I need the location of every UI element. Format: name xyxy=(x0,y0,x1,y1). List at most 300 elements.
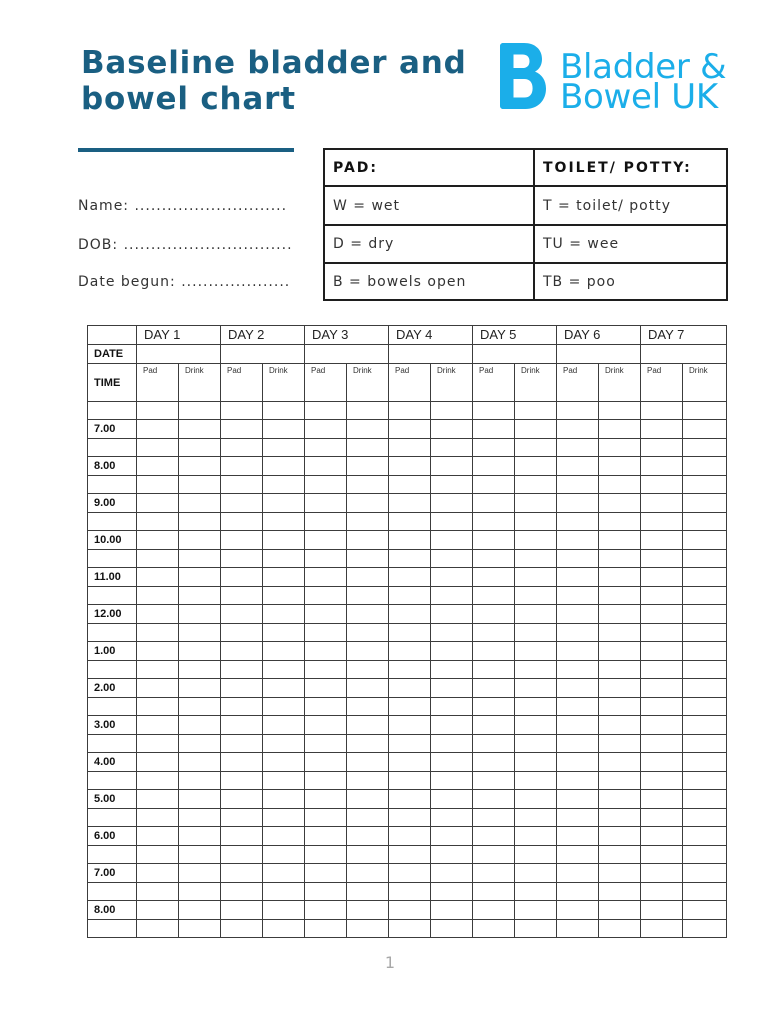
drink-entry-cell xyxy=(179,624,221,642)
drink-entry-cell xyxy=(263,790,305,809)
key-pad-bowels-open: B = bowels open xyxy=(325,264,535,301)
pad-entry-cell xyxy=(305,679,347,698)
drink-entry-cell xyxy=(263,809,305,827)
pad-entry-cell xyxy=(137,402,179,420)
drink-entry-cell xyxy=(515,846,557,864)
drink-entry-cell xyxy=(263,494,305,513)
pad-entry-cell xyxy=(473,772,515,790)
pad-entry-cell xyxy=(389,901,431,920)
drink-subheader-day-4: Drink xyxy=(431,364,473,402)
pad-entry-cell xyxy=(389,716,431,735)
pad-entry-cell xyxy=(221,439,263,457)
drink-entry-cell xyxy=(683,716,727,735)
time-slot-label: 1.00 xyxy=(88,642,137,661)
drink-entry-cell xyxy=(263,772,305,790)
drink-entry-cell xyxy=(599,457,641,476)
drink-entry-cell xyxy=(515,679,557,698)
pad-entry-cell xyxy=(137,735,179,753)
date-entry-day-4 xyxy=(389,345,473,364)
pad-entry-cell xyxy=(137,661,179,679)
pad-entry-cell xyxy=(137,846,179,864)
pad-entry-cell xyxy=(641,642,683,661)
pad-entry-cell xyxy=(641,587,683,605)
drink-entry-cell xyxy=(599,679,641,698)
drink-entry-cell xyxy=(179,642,221,661)
pad-entry-cell xyxy=(557,827,599,846)
drink-entry-cell xyxy=(599,772,641,790)
drink-entry-cell xyxy=(431,772,473,790)
key-toilet-poo: TB = poo xyxy=(535,264,728,301)
pad-entry-cell xyxy=(305,476,347,494)
drink-entry-cell xyxy=(599,587,641,605)
pad-entry-cell xyxy=(641,790,683,809)
pad-entry-cell xyxy=(137,550,179,568)
drink-entry-cell xyxy=(683,809,727,827)
pad-entry-cell xyxy=(641,568,683,587)
drink-entry-cell xyxy=(683,457,727,476)
key-toilet-potty: T = toilet/ potty xyxy=(535,187,728,226)
pad-entry-cell xyxy=(641,513,683,531)
pad-entry-cell xyxy=(473,679,515,698)
pad-entry-cell xyxy=(389,920,431,938)
pad-entry-cell xyxy=(389,624,431,642)
drink-entry-cell xyxy=(431,698,473,716)
pad-entry-cell xyxy=(473,846,515,864)
drink-entry-cell xyxy=(599,402,641,420)
drink-entry-cell xyxy=(347,809,389,827)
pad-entry-cell xyxy=(137,605,179,624)
drink-entry-cell xyxy=(683,864,727,883)
drink-entry-cell xyxy=(347,920,389,938)
pad-subheader-day-7: Pad xyxy=(641,364,683,402)
pad-entry-cell xyxy=(221,587,263,605)
drink-entry-cell xyxy=(179,513,221,531)
day-header-3: DAY 3 xyxy=(305,326,389,345)
pad-entry-cell xyxy=(137,420,179,439)
drink-entry-cell xyxy=(179,402,221,420)
pad-entry-cell xyxy=(473,735,515,753)
pad-entry-cell xyxy=(473,420,515,439)
drink-entry-cell xyxy=(683,605,727,624)
pad-entry-cell xyxy=(137,568,179,587)
pad-entry-cell xyxy=(473,827,515,846)
drink-entry-cell xyxy=(683,920,727,938)
drink-entry-cell xyxy=(683,494,727,513)
logo-text-line-1: Bladder & xyxy=(560,47,727,87)
drink-entry-cell xyxy=(347,476,389,494)
drink-entry-cell xyxy=(431,513,473,531)
time-slot-label: 3.00 xyxy=(88,716,137,735)
drink-entry-cell xyxy=(599,661,641,679)
pad-entry-cell xyxy=(305,735,347,753)
pad-subheader-day-3: Pad xyxy=(305,364,347,402)
drink-entry-cell xyxy=(263,513,305,531)
time-slot-label: 12.00 xyxy=(88,605,137,624)
pad-entry-cell xyxy=(389,698,431,716)
pad-entry-cell xyxy=(221,661,263,679)
drink-entry-cell xyxy=(599,550,641,568)
drink-entry-cell xyxy=(347,624,389,642)
drink-entry-cell xyxy=(263,679,305,698)
time-slot-label: 11.00 xyxy=(88,568,137,587)
drink-entry-cell xyxy=(179,476,221,494)
drink-entry-cell xyxy=(599,716,641,735)
day-header-2: DAY 2 xyxy=(221,326,305,345)
drink-entry-cell xyxy=(347,420,389,439)
drink-entry-cell xyxy=(347,568,389,587)
pad-entry-cell xyxy=(221,513,263,531)
drink-entry-cell xyxy=(347,790,389,809)
pad-entry-cell xyxy=(305,587,347,605)
date-entry-day-3 xyxy=(305,345,389,364)
pad-entry-cell xyxy=(389,735,431,753)
pad-entry-cell xyxy=(389,864,431,883)
pad-entry-cell xyxy=(305,883,347,901)
time-slot-label: 2.00 xyxy=(88,679,137,698)
drink-entry-cell xyxy=(515,402,557,420)
drink-entry-cell xyxy=(515,587,557,605)
drink-entry-cell xyxy=(683,420,727,439)
pad-entry-cell xyxy=(221,476,263,494)
pad-entry-cell xyxy=(221,642,263,661)
drink-entry-cell xyxy=(179,531,221,550)
drink-entry-cell xyxy=(263,568,305,587)
time-slot-spacer xyxy=(88,735,137,753)
drink-entry-cell xyxy=(683,513,727,531)
drink-entry-cell xyxy=(515,883,557,901)
pad-entry-cell xyxy=(389,827,431,846)
time-slot-label: 7.00 xyxy=(88,420,137,439)
date-entry-day-1 xyxy=(137,345,221,364)
pad-entry-cell xyxy=(389,457,431,476)
drink-entry-cell xyxy=(683,883,727,901)
date-entry-day-2 xyxy=(221,345,305,364)
drink-entry-cell xyxy=(431,827,473,846)
drink-entry-cell xyxy=(431,457,473,476)
drink-entry-cell xyxy=(515,568,557,587)
pad-entry-cell xyxy=(557,698,599,716)
pad-entry-cell xyxy=(641,716,683,735)
pad-entry-cell xyxy=(641,864,683,883)
pad-entry-cell xyxy=(641,883,683,901)
drink-entry-cell xyxy=(599,809,641,827)
time-slot-spacer xyxy=(88,624,137,642)
drink-entry-cell xyxy=(515,698,557,716)
drink-entry-cell xyxy=(431,550,473,568)
key-table xyxy=(323,148,728,301)
drink-entry-cell xyxy=(263,864,305,883)
pad-entry-cell xyxy=(557,661,599,679)
pad-entry-cell xyxy=(137,753,179,772)
drink-entry-cell xyxy=(179,439,221,457)
drink-entry-cell xyxy=(515,790,557,809)
pad-entry-cell xyxy=(137,531,179,550)
drink-entry-cell xyxy=(347,605,389,624)
pad-entry-cell xyxy=(557,494,599,513)
logo-text-line-2: Bowel UK xyxy=(560,77,718,117)
drink-entry-cell xyxy=(431,605,473,624)
drink-entry-cell xyxy=(263,920,305,938)
pad-entry-cell xyxy=(305,513,347,531)
pad-entry-cell xyxy=(305,550,347,568)
pad-entry-cell xyxy=(473,753,515,772)
drink-entry-cell xyxy=(263,402,305,420)
drink-entry-cell xyxy=(347,864,389,883)
pad-entry-cell xyxy=(557,735,599,753)
pad-entry-cell xyxy=(557,457,599,476)
drink-entry-cell xyxy=(683,827,727,846)
pad-entry-cell xyxy=(473,457,515,476)
time-slot-label: 9.00 xyxy=(88,494,137,513)
drink-entry-cell xyxy=(431,753,473,772)
drink-entry-cell xyxy=(179,883,221,901)
pad-entry-cell xyxy=(221,698,263,716)
drink-entry-cell xyxy=(263,753,305,772)
pad-entry-cell xyxy=(641,402,683,420)
drink-entry-cell xyxy=(347,550,389,568)
pad-entry-cell xyxy=(221,883,263,901)
pad-entry-cell xyxy=(641,457,683,476)
drink-entry-cell xyxy=(431,679,473,698)
pad-subheader-day-5: Pad xyxy=(473,364,515,402)
page-title xyxy=(81,45,467,117)
pad-entry-cell xyxy=(641,439,683,457)
drink-entry-cell xyxy=(431,439,473,457)
drink-entry-cell xyxy=(515,864,557,883)
pad-entry-cell xyxy=(305,864,347,883)
drink-entry-cell xyxy=(515,920,557,938)
pad-entry-cell xyxy=(641,679,683,698)
pad-entry-cell xyxy=(473,642,515,661)
pad-entry-cell xyxy=(473,624,515,642)
drink-entry-cell xyxy=(599,476,641,494)
pad-entry-cell xyxy=(137,624,179,642)
drink-entry-cell xyxy=(263,716,305,735)
drink-entry-cell xyxy=(431,568,473,587)
pad-entry-cell xyxy=(389,642,431,661)
pad-entry-cell xyxy=(305,809,347,827)
drink-entry-cell xyxy=(515,494,557,513)
drink-entry-cell xyxy=(431,883,473,901)
pad-entry-cell xyxy=(557,753,599,772)
title-line-2: bowel chart xyxy=(81,81,296,117)
pad-entry-cell xyxy=(305,568,347,587)
pad-entry-cell xyxy=(221,846,263,864)
drink-entry-cell xyxy=(683,698,727,716)
drink-entry-cell xyxy=(515,661,557,679)
drink-entry-cell xyxy=(599,864,641,883)
time-label: TIME xyxy=(88,364,137,402)
corner-cell xyxy=(88,326,137,345)
drink-entry-cell xyxy=(347,716,389,735)
brand-logo-wordmark xyxy=(560,47,727,117)
drink-entry-cell xyxy=(431,661,473,679)
date-entry-day-6 xyxy=(557,345,641,364)
pad-entry-cell xyxy=(305,457,347,476)
pad-entry-cell xyxy=(137,587,179,605)
pad-entry-cell xyxy=(557,679,599,698)
drink-entry-cell xyxy=(179,790,221,809)
drink-entry-cell xyxy=(179,457,221,476)
pad-entry-cell xyxy=(221,457,263,476)
pad-entry-cell xyxy=(557,901,599,920)
drink-entry-cell xyxy=(599,494,641,513)
pad-entry-cell xyxy=(305,439,347,457)
date-label: DATE xyxy=(88,345,137,364)
drink-entry-cell xyxy=(599,846,641,864)
drink-entry-cell xyxy=(599,568,641,587)
pad-entry-cell xyxy=(557,531,599,550)
drink-entry-cell xyxy=(683,476,727,494)
drink-entry-cell xyxy=(599,920,641,938)
pad-entry-cell xyxy=(305,716,347,735)
pad-entry-cell xyxy=(305,420,347,439)
drink-entry-cell xyxy=(683,772,727,790)
pad-entry-cell xyxy=(473,513,515,531)
pad-entry-cell xyxy=(641,698,683,716)
key-toilet-wee: TU = wee xyxy=(535,226,728,264)
drink-entry-cell xyxy=(347,901,389,920)
pad-entry-cell xyxy=(389,846,431,864)
drink-entry-cell xyxy=(431,901,473,920)
pad-subheader-day-1: Pad xyxy=(137,364,179,402)
pad-entry-cell xyxy=(473,716,515,735)
time-slot-label: 4.00 xyxy=(88,753,137,772)
drink-entry-cell xyxy=(179,420,221,439)
drink-entry-cell xyxy=(515,476,557,494)
drink-entry-cell xyxy=(683,661,727,679)
key-header-pad: PAD: xyxy=(325,150,535,187)
b-logo-icon xyxy=(500,43,546,109)
drink-entry-cell xyxy=(179,901,221,920)
pad-entry-cell xyxy=(641,605,683,624)
day-header-6: DAY 6 xyxy=(557,326,641,345)
drink-entry-cell xyxy=(599,883,641,901)
pad-entry-cell xyxy=(305,531,347,550)
time-slot-label: 10.00 xyxy=(88,531,137,550)
drink-entry-cell xyxy=(347,883,389,901)
drink-entry-cell xyxy=(431,790,473,809)
drink-entry-cell xyxy=(515,772,557,790)
pad-entry-cell xyxy=(221,605,263,624)
title-underline-rule xyxy=(78,148,294,152)
pad-entry-cell xyxy=(389,531,431,550)
drink-entry-cell xyxy=(347,827,389,846)
pad-entry-cell xyxy=(305,402,347,420)
drink-entry-cell xyxy=(599,439,641,457)
drink-entry-cell xyxy=(179,772,221,790)
drink-entry-cell xyxy=(179,920,221,938)
drink-entry-cell xyxy=(683,531,727,550)
drink-entry-cell xyxy=(683,790,727,809)
drink-entry-cell xyxy=(599,901,641,920)
drink-entry-cell xyxy=(431,735,473,753)
drink-entry-cell xyxy=(263,457,305,476)
pad-entry-cell xyxy=(305,753,347,772)
drink-entry-cell xyxy=(263,531,305,550)
pad-entry-cell xyxy=(557,883,599,901)
day-header-1: DAY 1 xyxy=(137,326,221,345)
drink-entry-cell xyxy=(599,624,641,642)
pad-entry-cell xyxy=(473,698,515,716)
drink-entry-cell xyxy=(599,420,641,439)
drink-entry-cell xyxy=(263,439,305,457)
drink-entry-cell xyxy=(683,568,727,587)
pad-entry-cell xyxy=(641,494,683,513)
drink-entry-cell xyxy=(263,661,305,679)
day-header-4: DAY 4 xyxy=(389,326,473,345)
time-slot-label: 6.00 xyxy=(88,827,137,846)
pad-entry-cell xyxy=(557,790,599,809)
drink-entry-cell xyxy=(431,624,473,642)
time-slot-spacer xyxy=(88,513,137,531)
pad-entry-cell xyxy=(557,420,599,439)
time-slot-spacer xyxy=(88,550,137,568)
date-entry-day-7 xyxy=(641,345,727,364)
pad-entry-cell xyxy=(221,420,263,439)
pad-entry-cell xyxy=(389,476,431,494)
pad-entry-cell xyxy=(389,587,431,605)
key-header-toilet-potty: TOILET/ POTTY: xyxy=(535,150,728,187)
drink-entry-cell xyxy=(263,642,305,661)
drink-entry-cell xyxy=(515,716,557,735)
drink-entry-cell xyxy=(347,772,389,790)
pad-entry-cell xyxy=(137,457,179,476)
drink-entry-cell xyxy=(515,624,557,642)
drink-entry-cell xyxy=(431,587,473,605)
drink-entry-cell xyxy=(515,550,557,568)
pad-entry-cell xyxy=(641,735,683,753)
pad-entry-cell xyxy=(557,513,599,531)
pad-entry-cell xyxy=(221,827,263,846)
pad-entry-cell xyxy=(473,790,515,809)
time-slot-spacer xyxy=(88,661,137,679)
pad-entry-cell xyxy=(221,790,263,809)
pad-entry-cell xyxy=(305,624,347,642)
drink-entry-cell xyxy=(431,846,473,864)
pad-entry-cell xyxy=(221,735,263,753)
drink-entry-cell xyxy=(347,513,389,531)
drink-entry-cell xyxy=(263,827,305,846)
drink-entry-cell xyxy=(263,476,305,494)
drink-entry-cell xyxy=(683,550,727,568)
drink-entry-cell xyxy=(179,605,221,624)
drink-entry-cell xyxy=(683,439,727,457)
pad-entry-cell xyxy=(389,772,431,790)
pad-entry-cell xyxy=(557,846,599,864)
drink-entry-cell xyxy=(263,624,305,642)
pad-subheader-day-6: Pad xyxy=(557,364,599,402)
drink-entry-cell xyxy=(179,679,221,698)
drink-entry-cell xyxy=(431,716,473,735)
pad-entry-cell xyxy=(557,605,599,624)
time-slot-spacer xyxy=(88,920,137,938)
time-slot-spacer xyxy=(88,883,137,901)
pad-entry-cell xyxy=(641,827,683,846)
page-number: 1 xyxy=(384,953,396,972)
drink-entry-cell xyxy=(515,827,557,846)
pad-entry-cell xyxy=(389,402,431,420)
pad-entry-cell xyxy=(473,864,515,883)
drink-entry-cell xyxy=(683,624,727,642)
drink-entry-cell xyxy=(347,846,389,864)
pad-entry-cell xyxy=(221,494,263,513)
time-slot-spacer xyxy=(88,439,137,457)
drink-entry-cell xyxy=(347,402,389,420)
drink-entry-cell xyxy=(179,698,221,716)
drink-entry-cell xyxy=(263,846,305,864)
drink-entry-cell xyxy=(347,642,389,661)
